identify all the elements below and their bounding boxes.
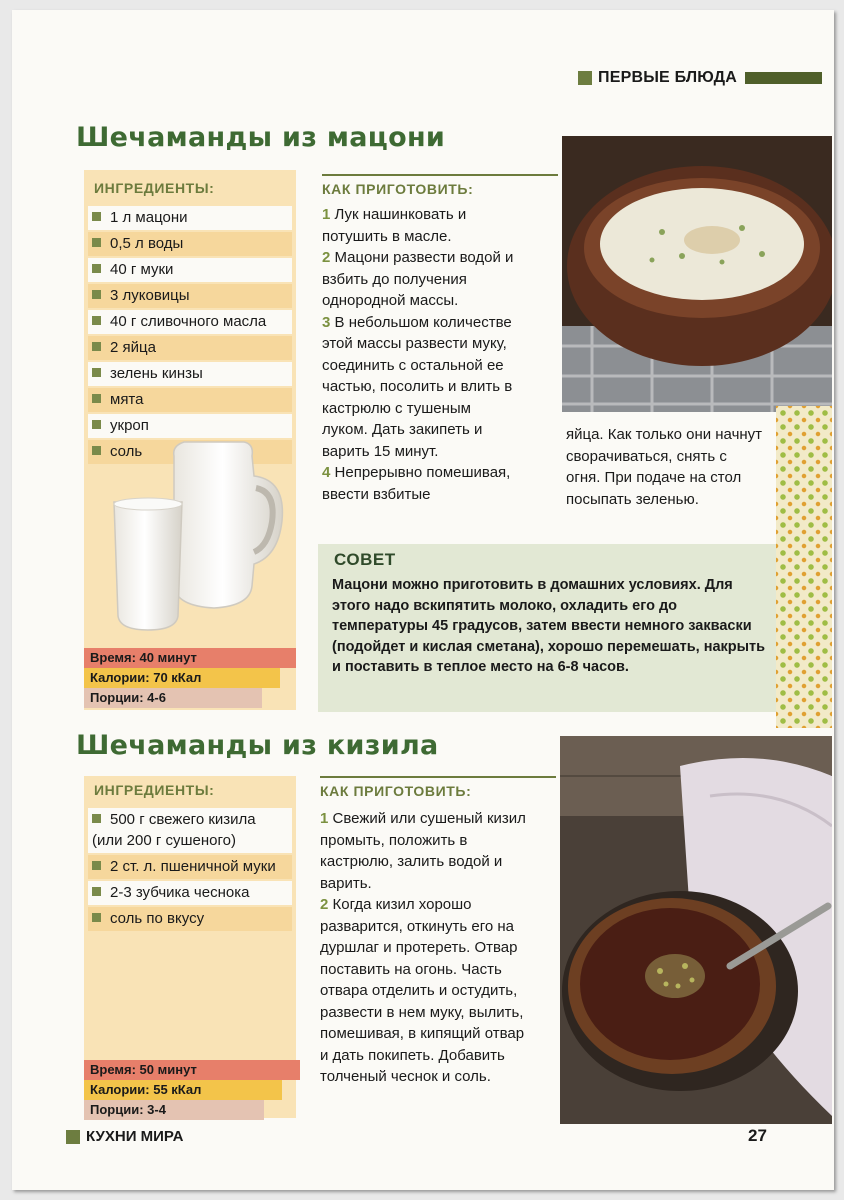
step-item: 2 Когда кизил хорошо разварится, откинуть его на дуршлаг и протереть. Отвар поставить на огонь. Часть отвара отделить и остудить, развести в нем муку, вылить, помешивая, в кипящий отвар и дать покипеть. Добавить толченый чеснок и соль.	[320, 896, 525, 1085]
section-label: ПЕРВЫЕ БЛЮДА	[598, 69, 737, 86]
ingredient-item: 500 г свежего кизила (или 200 г сушеного)	[88, 808, 292, 853]
recipe1-ingredients-list	[88, 206, 292, 466]
section-tag	[578, 66, 822, 90]
tip-text: Мацони можно приготовить в домашних условиях. Для этого надо вскипятить молоко, охладить его до температуры 45 градусов, затем ввести немного закваски (подойдет и кислая сметана), хорошо перемешать, накрыть и поставить в теплое место на 6-8 часов.	[332, 577, 766, 675]
decorative-pattern-strip	[776, 406, 832, 728]
page-number: 27	[748, 1126, 767, 1145]
recipe2-how-heading: КАК ПРИГОТОВИТЬ:	[320, 776, 556, 799]
ingredient-item: 3 луковицы	[88, 284, 292, 308]
bullet-icon	[92, 394, 101, 403]
recipe1-portions: Порции: 4-6	[84, 688, 262, 708]
step-item: 1 Лук нашинковать и потушить в масле.	[322, 206, 467, 245]
ingredient-item: 2 ст. л. пшеничной муки	[88, 855, 292, 879]
recipe2-portions: Порции: 3-4	[84, 1100, 264, 1120]
ingredient-item: 0,5 л воды	[88, 232, 292, 256]
ingredient-item: укроп	[88, 414, 292, 438]
section-square-icon	[578, 71, 592, 85]
matsoni-jug-glass-image	[104, 436, 294, 636]
recipe1-step4-continuation: яйца. Как только они начнут сворачиваться, снять с огня. При подаче на стол посыпать зеленью.	[566, 426, 763, 508]
bullet-icon	[92, 814, 101, 823]
bullet-icon	[92, 861, 101, 870]
recipe1-title: Шечаманды из мацони	[76, 122, 446, 153]
footer-square-icon	[66, 1130, 80, 1144]
bullet-icon	[92, 342, 101, 351]
ingredient-item: 40 г муки	[88, 258, 292, 282]
recipe2-calories: Калории: 55 кКал	[84, 1080, 282, 1100]
ingredient-item: 2 яйца	[88, 336, 292, 360]
matsoni-soup-photo	[562, 136, 832, 412]
step-item: 2 Мацони развести водой и взбить до получения однородной массы.	[322, 249, 514, 309]
ingredient-item: 2-3 зубчика чеснока	[88, 881, 292, 905]
bullet-icon	[92, 238, 101, 247]
step-item: 3 В небольшом количестве этой массы развести муку, соединить с остальной ее частью, посолить и влить в кастрюлю с тушеным луком. Дать закипеть и варить 15 минут.	[322, 313, 513, 460]
ingredient-item: зелень кинзы	[88, 362, 292, 386]
bullet-icon	[92, 212, 101, 221]
bullet-icon	[92, 264, 101, 273]
ingredient-item: соль по вкусу	[88, 907, 292, 931]
section-bar	[745, 72, 822, 84]
bullet-icon	[92, 887, 101, 896]
bullet-icon	[92, 316, 101, 325]
recipe1-time: Время: 40 минут	[84, 648, 296, 668]
ingredient-item: мята	[88, 388, 292, 412]
recipe1-ingredients-heading: ИНГРЕДИЕНТЫ:	[94, 180, 215, 196]
bullet-icon	[92, 913, 101, 922]
recipe2-ingredients-list	[88, 808, 292, 933]
bullet-icon	[92, 368, 101, 377]
recipe2-ingredients-heading: ИНГРЕДИЕНТЫ:	[94, 782, 215, 798]
recipe2-steps	[320, 808, 532, 1088]
recipe2-time: Время: 50 минут	[84, 1060, 300, 1080]
magazine-name: КУХНИ МИРА	[86, 1128, 184, 1145]
bullet-icon	[92, 446, 101, 455]
ingredient-item: 1 л мацони	[88, 206, 292, 230]
bullet-icon	[92, 420, 101, 429]
recipe1-calories: Калории: 70 кКал	[84, 668, 280, 688]
step-item: 4 Непрерывно помешивая, ввести взбитые	[322, 464, 511, 503]
tip-heading: СОВЕТ	[334, 550, 396, 569]
ingredient-item: 40 г сливочного масла	[88, 310, 292, 334]
page-footer	[66, 1128, 183, 1145]
recipe2-title: Шечаманды из кизила	[76, 730, 439, 761]
bullet-icon	[92, 290, 101, 299]
step-item: 1 Свежий или сушеный кизил промыть, положить в кастрюлю, залить водой и варить.	[320, 810, 526, 892]
recipe1-steps	[322, 204, 520, 505]
recipe1-how-heading: КАК ПРИГОТОВИТЬ:	[322, 174, 558, 197]
cornel-soup-photo	[560, 736, 832, 1124]
ingredient-item: соль	[88, 440, 292, 464]
